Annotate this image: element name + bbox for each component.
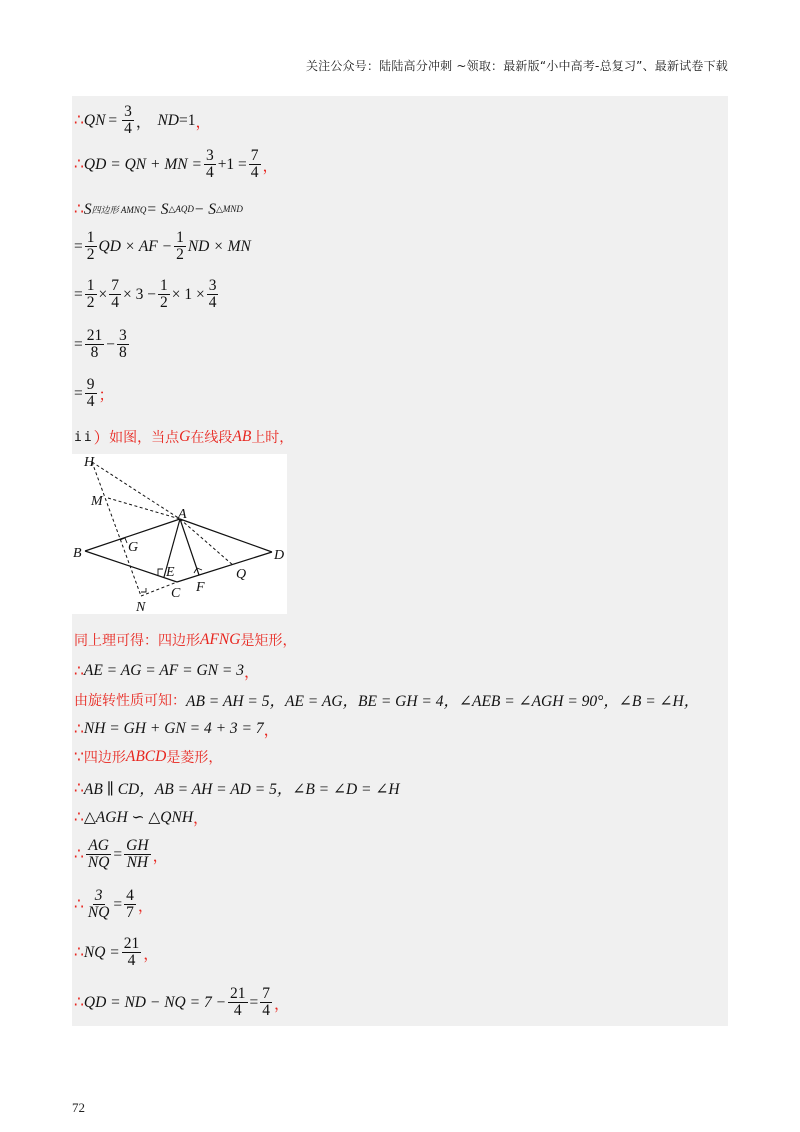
therefore-symbol: ∴ bbox=[74, 896, 84, 914]
expr: AFNG bbox=[200, 631, 241, 648]
fraction: $\frac{3}{NQ}$ bbox=[87, 887, 110, 922]
line-area-result bbox=[74, 377, 114, 411]
therefore-symbol: ∴ bbox=[74, 808, 84, 826]
expr: G bbox=[179, 428, 191, 445]
expr: ， bbox=[193, 810, 209, 827]
expr: AB = AH = 5，AE = AG，BE = GH = 4，∠AEB = ∠AGH = 90°，∠B = ∠H， bbox=[186, 693, 700, 710]
line-ae-equal bbox=[74, 660, 259, 682]
line-area-formula bbox=[74, 200, 243, 219]
expr: △AQD bbox=[168, 204, 194, 214]
expr: +1 = bbox=[217, 155, 247, 173]
line-qn-nd bbox=[74, 104, 211, 138]
expr: = QN + MN = bbox=[110, 155, 202, 173]
fraction: $\frac{1}{2}$ bbox=[86, 277, 95, 312]
solution-content bbox=[72, 96, 728, 1026]
therefore-symbol: ∴ bbox=[74, 156, 84, 174]
expr: QN bbox=[83, 111, 106, 129]
expr: = bbox=[74, 384, 83, 402]
expr: △AGH ∽ △QNH bbox=[83, 808, 194, 826]
fraction: $\frac{9}{4}$ bbox=[86, 376, 95, 411]
line-nq bbox=[74, 936, 159, 970]
line-ratio-values bbox=[74, 888, 153, 922]
expr: 是矩形， bbox=[240, 633, 297, 649]
expr: NQ = bbox=[83, 943, 120, 961]
expr: S bbox=[83, 200, 92, 218]
expr: ） bbox=[93, 430, 110, 447]
expr: 是菱形， bbox=[166, 750, 223, 766]
fraction: $\frac{AG}{NQ}$ bbox=[87, 837, 110, 872]
fraction: $\frac{1}{2}$ bbox=[159, 277, 168, 312]
therefore-symbol: ∴ bbox=[74, 994, 84, 1012]
label-f: F bbox=[196, 580, 205, 595]
expr: AB bbox=[232, 428, 252, 445]
line-area-numbers bbox=[74, 278, 220, 312]
fraction: $\frac{21}{4}$ bbox=[230, 985, 246, 1020]
label-m: M bbox=[91, 494, 103, 509]
fraction: $\frac{1}{2}$ bbox=[176, 229, 184, 264]
therefore-symbol: ∴ bbox=[74, 846, 84, 864]
expr: △MND bbox=[215, 204, 243, 214]
expr: QD × AF − bbox=[98, 237, 173, 255]
line-rotation bbox=[74, 689, 699, 711]
line-parallel bbox=[74, 777, 400, 799]
because-symbol: ∵ bbox=[74, 748, 84, 766]
expr: 如图，当点 bbox=[109, 430, 180, 446]
expr: ， bbox=[195, 113, 211, 131]
therefore-symbol: ∴ bbox=[74, 662, 84, 680]
expr: AB ∥ CD，AB = AH = AD = 5，∠B = ∠D = ∠H bbox=[83, 781, 400, 798]
line-qd bbox=[74, 148, 278, 182]
fraction: $\frac{GH}{NH}$ bbox=[126, 837, 149, 872]
expr: = S bbox=[146, 200, 169, 218]
therefore-symbol: ∴ bbox=[74, 112, 84, 130]
expr: ， bbox=[135, 113, 152, 131]
fraction: $\frac{3}{4}$ bbox=[208, 277, 217, 312]
line-nh bbox=[74, 718, 279, 740]
label-g: G bbox=[128, 540, 139, 555]
expr: ， bbox=[152, 847, 169, 865]
fraction: $\frac{4}{7}$ bbox=[126, 887, 134, 922]
expr: 四边形 bbox=[83, 750, 126, 766]
label-b: B bbox=[73, 546, 82, 561]
expr: × bbox=[98, 285, 108, 303]
expr: = bbox=[113, 895, 123, 913]
fraction: $\frac{3}{4}$ bbox=[124, 103, 132, 138]
fraction: $\frac{21}{4}$ bbox=[123, 935, 140, 970]
expr: ， bbox=[143, 945, 159, 963]
line-qd-final bbox=[74, 986, 290, 1020]
expr: ， bbox=[243, 664, 260, 681]
expr: = bbox=[249, 993, 259, 1011]
expr: 在线段 bbox=[190, 430, 233, 446]
expr: 同上理可得：四边形 bbox=[74, 633, 200, 649]
expr: ND bbox=[157, 111, 179, 129]
expr: × 3 − bbox=[123, 285, 156, 303]
expr: NH = GH + GN = 4 + 3 = 7 bbox=[83, 720, 264, 737]
expr: =1 bbox=[178, 111, 196, 129]
line-case-ii bbox=[74, 426, 293, 448]
label-q: Q bbox=[236, 567, 247, 582]
expr: ABCD bbox=[125, 748, 167, 765]
fraction: $\frac{7}{4}$ bbox=[250, 147, 259, 182]
label-d: D bbox=[274, 548, 285, 563]
line-ratio bbox=[74, 838, 168, 872]
expr: − S bbox=[193, 200, 216, 218]
expr: = bbox=[108, 111, 118, 129]
expr: ， bbox=[262, 157, 279, 175]
page-number: 72 bbox=[72, 1100, 85, 1115]
expr: = bbox=[74, 237, 83, 255]
therefore-symbol: ∴ bbox=[74, 201, 84, 218]
fraction: $\frac{7}{4}$ bbox=[262, 985, 271, 1020]
label-e: E bbox=[166, 565, 175, 580]
label-c: C bbox=[171, 586, 181, 601]
expr: = bbox=[74, 335, 83, 353]
therefore-symbol: ∴ bbox=[74, 944, 84, 962]
fraction: $\frac{3}{4}$ bbox=[205, 147, 214, 182]
expr: ， bbox=[137, 897, 154, 915]
expr: AE = AG = AF = GN = 3 bbox=[83, 662, 244, 679]
line-similar bbox=[74, 806, 209, 828]
expr: = bbox=[113, 845, 123, 863]
therefore-symbol: ∴ bbox=[74, 779, 84, 797]
expr: ii bbox=[74, 429, 94, 445]
line-area-diff bbox=[74, 328, 131, 362]
fraction: $\frac{1}{2}$ bbox=[86, 229, 95, 264]
expr: QD = ND − NQ = 7 − bbox=[83, 993, 227, 1011]
expr: 四边形 AMNQ bbox=[91, 205, 147, 215]
expr: ； bbox=[98, 386, 115, 404]
expr: 由旋转性质可知： bbox=[74, 693, 186, 709]
expr: × 1 × bbox=[171, 285, 205, 303]
expr: ， bbox=[263, 722, 280, 739]
expr: QD bbox=[83, 155, 107, 173]
page-header: 关注公众号：陆陆高分冲刺 ~领取：最新版“小中高考-总复习”、最新试卷下载 bbox=[305, 59, 728, 73]
therefore-symbol: ∴ bbox=[74, 720, 84, 738]
expr: 上时， bbox=[251, 430, 294, 446]
expr: = bbox=[74, 285, 83, 303]
line-rhombus bbox=[74, 747, 222, 767]
fraction: $\frac{21}{8}$ bbox=[86, 327, 103, 362]
expr: ND × MN bbox=[187, 237, 251, 255]
geometry-figure bbox=[72, 454, 287, 614]
label-n: N bbox=[136, 600, 146, 614]
expr: ， bbox=[274, 995, 290, 1013]
line-rectangle bbox=[74, 630, 296, 650]
label-a: A bbox=[178, 507, 187, 522]
fraction: $\frac{7}{4}$ bbox=[111, 277, 119, 312]
fraction: $\frac{3}{8}$ bbox=[119, 327, 127, 362]
label-h: H bbox=[84, 455, 95, 470]
expr: − bbox=[106, 335, 115, 353]
line-area-expand bbox=[74, 230, 251, 264]
